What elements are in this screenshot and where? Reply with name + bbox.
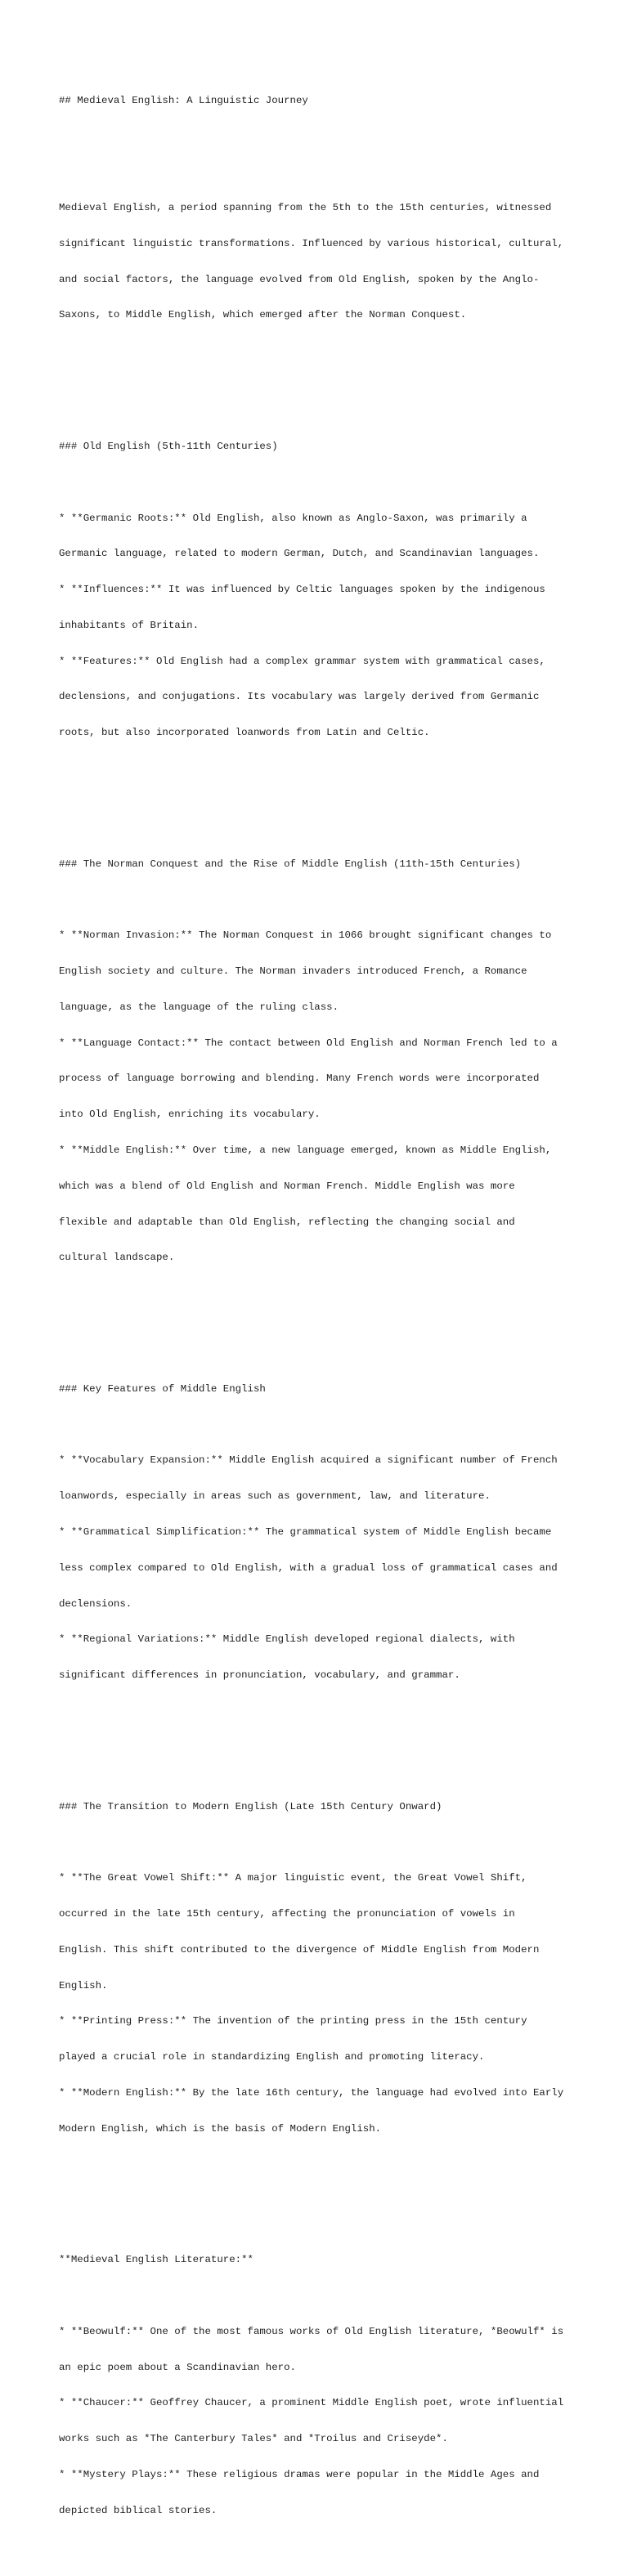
section-heading: **Medieval English Literature:**	[59, 2254, 253, 2266]
bullet-line: * **Grammatical Simplification:** The grammatical system of Middle English became	[59, 1526, 552, 1539]
bullet-line: * **Features:** Old English had a complex grammar system with grammatical cases,	[59, 655, 545, 667]
bullet-line: * **Germanic Roots:** Old English, also known as Anglo-Saxon, was primarily a	[59, 512, 527, 524]
bullet-line: * **Chaucer:** Geoffrey Chaucer, a prominent Middle English poet, wrote influential	[59, 2397, 564, 2409]
bullet-line: * **Influences:** It was influenced by Celtic languages spoken by the indigenous	[59, 584, 545, 596]
blank-line	[59, 1836, 582, 1848]
section-norman-conquest	[59, 835, 582, 1288]
section-heading: ### The Transition to Modern English (Late 15th Century Onward)	[59, 1800, 442, 1812]
bullet-line: declensions, and conjugations. Its vocabulary was largely derived from Germanic	[59, 691, 540, 703]
bullet-line: process of language borrowing and blending. Many French words were incorporated	[59, 1073, 540, 1085]
bullet-line: flexible and adaptable than Old English, reflecting the changing social and	[59, 1216, 515, 1228]
bullet-line: less complex compared to Old English, with a gradual loss of grammatical cases and	[59, 1561, 558, 1574]
bullet-line: * **Modern English:** By the late 16th century, the language had evolved into Early	[59, 2086, 564, 2099]
blank-line	[59, 131, 582, 143]
section-heading: ### Old English (5th-11th Centuries)	[59, 441, 278, 452]
bullet-line: cultural landscape.	[59, 1252, 175, 1264]
bullet-line: significant differences in pronunciation, vocabulary, and grammar.	[59, 1669, 460, 1682]
bullet-line: language, as the language of the ruling class.	[59, 1001, 339, 1013]
section-heading: ### The Norman Conquest and the Rise of Middle English (11th-15th Centuries)	[59, 858, 522, 870]
bullet-line: English society and culture. The Norman invaders introduced French, a Romance	[59, 965, 527, 978]
bullet-line: * **Mystery Plays:** These religious dramas were popular in the Middle Ages and	[59, 2468, 540, 2480]
section-heading: ### Key Features of Middle English	[59, 1382, 266, 1395]
blank-line	[59, 1419, 582, 1431]
bullet-line: English. This shift contributed to the divergence of Middle English from Modern	[59, 1943, 540, 1956]
section-transition	[59, 1777, 582, 2159]
blank-line	[59, 477, 582, 489]
intro-line: significant linguistic transformations. Influenced by various historical, cultural,	[59, 237, 564, 249]
blank-line	[59, 786, 582, 799]
blank-line	[59, 2183, 582, 2195]
intro-line: Saxons, to Middle English, which emerged after the Norman Conquest.	[59, 309, 467, 321]
blank-line	[59, 2290, 582, 2302]
section-old-english	[59, 417, 582, 763]
bullet-line: which was a blend of Old English and Norman French. Middle English was more	[59, 1180, 515, 1192]
bullet-line: played a crucial role in standardizing English and promoting literacy.	[59, 2051, 485, 2063]
document-title: ## Medieval English: A Linguistic Journey	[59, 94, 308, 106]
document-body	[59, 59, 582, 2576]
bullet-line: Modern English, which is the basis of Modern English.	[59, 2122, 382, 2135]
bullet-line: * **Beowulf:** One of the most famous works of Old English literature, *Beowulf* is	[59, 2325, 564, 2337]
blank-line	[59, 894, 582, 907]
bullet-line: depicted biblical stories.	[59, 2504, 218, 2516]
bullet-line: * **Vocabulary Expansion:** Middle English acquired a significant number of French	[59, 1454, 558, 1467]
bullet-line: * **Language Contact:** The contact between Old English and Norman French led to a	[59, 1037, 558, 1049]
bullet-line: * **Norman Invasion:** The Norman Conquest in 1066 brought significant changes to	[59, 930, 552, 942]
bullet-line: roots, but also incorporated loanwords from Latin and Celtic.	[59, 727, 430, 739]
bullet-line: loanwords, especially in areas such as government, law, and literature.	[59, 1490, 491, 1503]
bullet-line: Germanic language, related to modern German, Dutch, and Scandinavian languages.	[59, 548, 540, 560]
section-literature	[59, 2230, 582, 2540]
bullet-line: declensions.	[59, 1597, 132, 1610]
bullet-line: * **The Great Vowel Shift:** A major linguistic event, the Great Vowel Shift,	[59, 1872, 527, 1884]
bullet-line: * **Regional Variations:** Middle English developed regional dialects, with	[59, 1633, 515, 1646]
section-key-features	[59, 1360, 582, 1705]
intro-paragraph	[59, 178, 582, 345]
bullet-line: * **Printing Press:** The invention of the printing press in the 15th century	[59, 2015, 527, 2027]
blank-line	[59, 1311, 582, 1324]
intro-line: Medieval English, a period spanning from the 5th to the 15th centuries, witnessed	[59, 202, 552, 214]
intro-line: and social factors, the language evolved from Old English, spoken by the Anglo-	[59, 273, 540, 285]
bullet-line: occurred in the late 15th century, affecting the pronunciation of vowels in	[59, 1908, 515, 1920]
bullet-line: works such as *The Canterbury Tales* and *Troilus and Criseyde*.	[59, 2433, 448, 2445]
bullet-line: an epic poem about a Scandinavian hero.	[59, 2361, 296, 2373]
blank-line	[59, 369, 582, 381]
bullet-line: into Old English, enriching its vocabulary.	[59, 1109, 321, 1121]
bullet-line: inhabitants of Britain.	[59, 619, 200, 631]
blank-line	[59, 1729, 582, 1741]
bullet-line: English.	[59, 1979, 108, 1991]
bullet-line: * **Middle English:** Over time, a new language emerged, known as Middle English,	[59, 1145, 552, 1157]
